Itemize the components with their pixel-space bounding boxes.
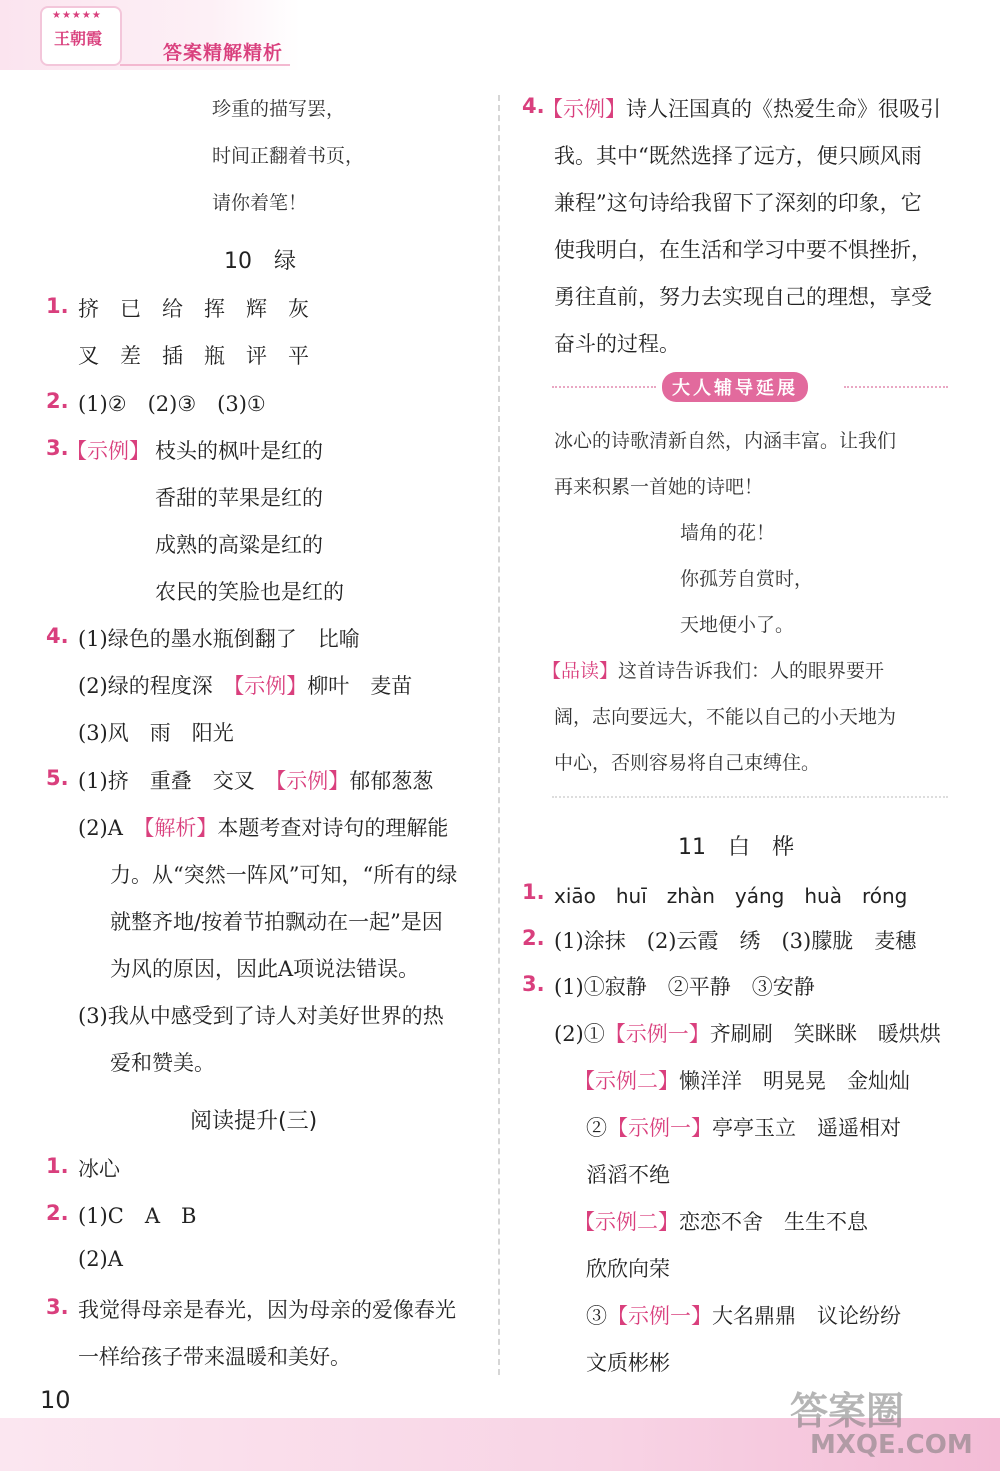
answer-text: 大名鼎鼎 议论纷纷 xyxy=(712,1304,901,1328)
example-tag: 【示例】 xyxy=(233,674,308,698)
answer-line: 文质彬彬 xyxy=(586,1351,670,1375)
answer-line: 农民的笑脸也是红的 xyxy=(155,580,344,604)
question-number: 2. xyxy=(46,1201,69,1225)
poem-line: 你孤芳自赏时， xyxy=(680,568,814,590)
answer-line: (1)涂抹 (2)云霞 绣 (3)朦胧 麦穗 xyxy=(554,929,917,953)
answer-line: 使我明白，在生活和学习中要不惧挫折， xyxy=(554,238,932,262)
answer-line: 爱和赞美。 xyxy=(110,1051,215,1075)
example-tag: 【示例一】 xyxy=(604,1022,710,1046)
answer-text: (2)① xyxy=(554,1022,605,1046)
example-tag: 【示例二】 xyxy=(574,1069,679,1093)
answer-line: 奋斗的过程。 xyxy=(554,332,680,356)
answer-text: 恋恋不舍 生生不息 xyxy=(679,1210,868,1234)
answer-line: 我觉得母亲是春光，因为母亲的爱像春光 xyxy=(78,1298,456,1322)
answer-text: ③ xyxy=(586,1304,607,1328)
reading-text: 这首诗告诉我们：人的眼界要开 xyxy=(618,660,885,682)
banner-rule-left xyxy=(552,386,656,388)
answer-line: 为风的原因，因此A项说法错误。 xyxy=(110,957,420,981)
answer-line: 挤 已 给 挥 辉 灰 xyxy=(78,297,309,321)
answer-line: 枝头的枫叶是红的 xyxy=(155,439,323,463)
answer-line: 叉 差 插 瓶 评 平 xyxy=(78,344,309,368)
answer-line xyxy=(78,812,448,842)
question-number: 1. xyxy=(46,294,69,318)
answer-line xyxy=(78,765,433,795)
question-number: 4. xyxy=(522,94,545,118)
poem-line: 墙角的花！ xyxy=(680,522,776,544)
answer-text: 懒洋洋 明晃晃 金灿灿 xyxy=(679,1069,910,1093)
answer-line: (3)风 雨 阳光 xyxy=(78,721,234,745)
answer-line: 我。其中“既然选择了远方，便只顾风雨 xyxy=(554,144,922,168)
answer-line: (1)绿色的墨水瓶倒翻了 比喻 xyxy=(78,627,360,651)
answer-line: (1)①寂静 ②平静 ③安静 xyxy=(554,975,815,999)
answer-line xyxy=(574,1065,910,1095)
question-number: 3. xyxy=(46,436,69,460)
answer-line: xiāo huī zhàn yáng huà róng xyxy=(554,884,908,908)
answer-text: 本题考查对诗句的理解能 xyxy=(217,816,449,840)
answer-text: 柳叶 麦苗 xyxy=(307,674,413,698)
watermark-url: MXQE.COM xyxy=(810,1430,973,1460)
poem-line: 时间正翻着书页， xyxy=(212,145,365,167)
extension-intro: 冰心的诗歌清新自然，内涵丰富。让我们 xyxy=(554,430,897,452)
poem-line: 请你着笔！ xyxy=(212,192,308,214)
answer-line xyxy=(586,1300,901,1330)
poem-line: 珍重的描写罢， xyxy=(212,98,346,120)
answer-line: 欣欣向荣 xyxy=(586,1257,670,1281)
answer-line: 香甜的苹果是红的 xyxy=(155,486,323,510)
logo-text: 王朝霞 xyxy=(54,29,103,48)
answer-text: 亭亭玉立 遥遥相对 xyxy=(712,1116,901,1140)
question-number: 2. xyxy=(522,926,545,950)
answer-line: (2)A xyxy=(78,1247,123,1271)
question-number: 5. xyxy=(46,766,69,790)
publisher-logo xyxy=(40,6,122,66)
section-heading-11: 11 白 桦 xyxy=(678,835,794,860)
question-number: 2. xyxy=(46,389,69,413)
answer-line: (1)② (2)③ (3)① xyxy=(78,392,266,416)
question-number: 1. xyxy=(46,1154,69,1178)
logo-stars: ★★★★★ xyxy=(52,10,102,21)
answer-text: (2)绿的程度深 xyxy=(78,674,234,698)
column-divider xyxy=(498,95,500,1375)
answer-line: 勇往直前，努力去实现自己的理想，享受 xyxy=(554,285,932,309)
answer-text: 齐刷刷 笑眯眯 暖烘烘 xyxy=(709,1022,941,1046)
example-tag: 【示例】 xyxy=(542,97,626,121)
example-tag: 【示例二】 xyxy=(574,1210,679,1234)
answer-line xyxy=(574,1206,868,1236)
reading-tag: 【品读】 xyxy=(542,660,619,682)
reading-line: 中心，否则容易将自己束缚住。 xyxy=(554,752,821,774)
poem-line: 天地便小了。 xyxy=(680,614,795,636)
watermark-logo: 答案圈 xyxy=(790,1389,905,1433)
section-separator xyxy=(552,796,948,798)
page-number: 10 xyxy=(40,1386,71,1414)
answer-line: 就整齐地/按着节拍飘动在一起”是因 xyxy=(110,910,443,934)
answer-line: 一样给孩子带来温暖和美好。 xyxy=(78,1345,351,1369)
example-tag: 【示例】 xyxy=(275,769,350,793)
answer-line: 成熟的高粱是红的 xyxy=(155,533,323,557)
answer-line xyxy=(78,670,412,700)
reading-line xyxy=(542,656,884,683)
answer-text: (1)挤 重叠 交叉 xyxy=(78,769,276,793)
answer-line xyxy=(554,1018,941,1048)
answer-line: 冰心 xyxy=(78,1157,120,1181)
answer-line: (1)C A B xyxy=(78,1204,197,1228)
header-title: 答案精解精析 xyxy=(163,42,284,64)
section-heading-reading: 阅读提升(三) xyxy=(190,1109,318,1134)
reading-line: 阔，志向要远大，不能以自己的小天地为 xyxy=(554,706,897,728)
answer-line: (3)我从中感受到了诗人对美好世界的热 xyxy=(78,1004,444,1028)
banner-label: 大人辅导延展 xyxy=(662,372,808,402)
answer-text: ② xyxy=(586,1116,607,1140)
extension-banner xyxy=(552,372,948,402)
answer-line: 滔滔不绝 xyxy=(586,1163,670,1187)
answer-line: 兼程”这句诗给我留下了深刻的印象，它 xyxy=(554,191,922,215)
question-number: 1. xyxy=(522,880,545,904)
section-heading-10: 10 绿 xyxy=(224,249,296,274)
example-tag: 【示例一】 xyxy=(607,1116,712,1140)
answer-line xyxy=(586,1112,901,1142)
answer-text: (2)A xyxy=(78,816,144,840)
example-tag: 【示例一】 xyxy=(607,1304,712,1328)
header-underline xyxy=(120,64,290,66)
analysis-tag: 【解析】 xyxy=(143,816,218,840)
extension-intro: 再来积累一首她的诗吧！ xyxy=(554,476,764,498)
answer-text: 诗人汪国真的《热爱生命》很吸引 xyxy=(626,97,941,121)
question-number: 3. xyxy=(46,1295,69,1319)
question-number: 4. xyxy=(46,624,69,648)
answer-line: 力。从“突然一阵风”可知，“所有的绿 xyxy=(110,863,458,887)
banner-rule-right xyxy=(844,386,948,388)
example-tag: 【示例】 xyxy=(66,439,150,463)
answer-line xyxy=(542,93,941,123)
question-number: 3. xyxy=(522,972,545,996)
answer-text: 郁郁葱葱 xyxy=(349,769,434,793)
